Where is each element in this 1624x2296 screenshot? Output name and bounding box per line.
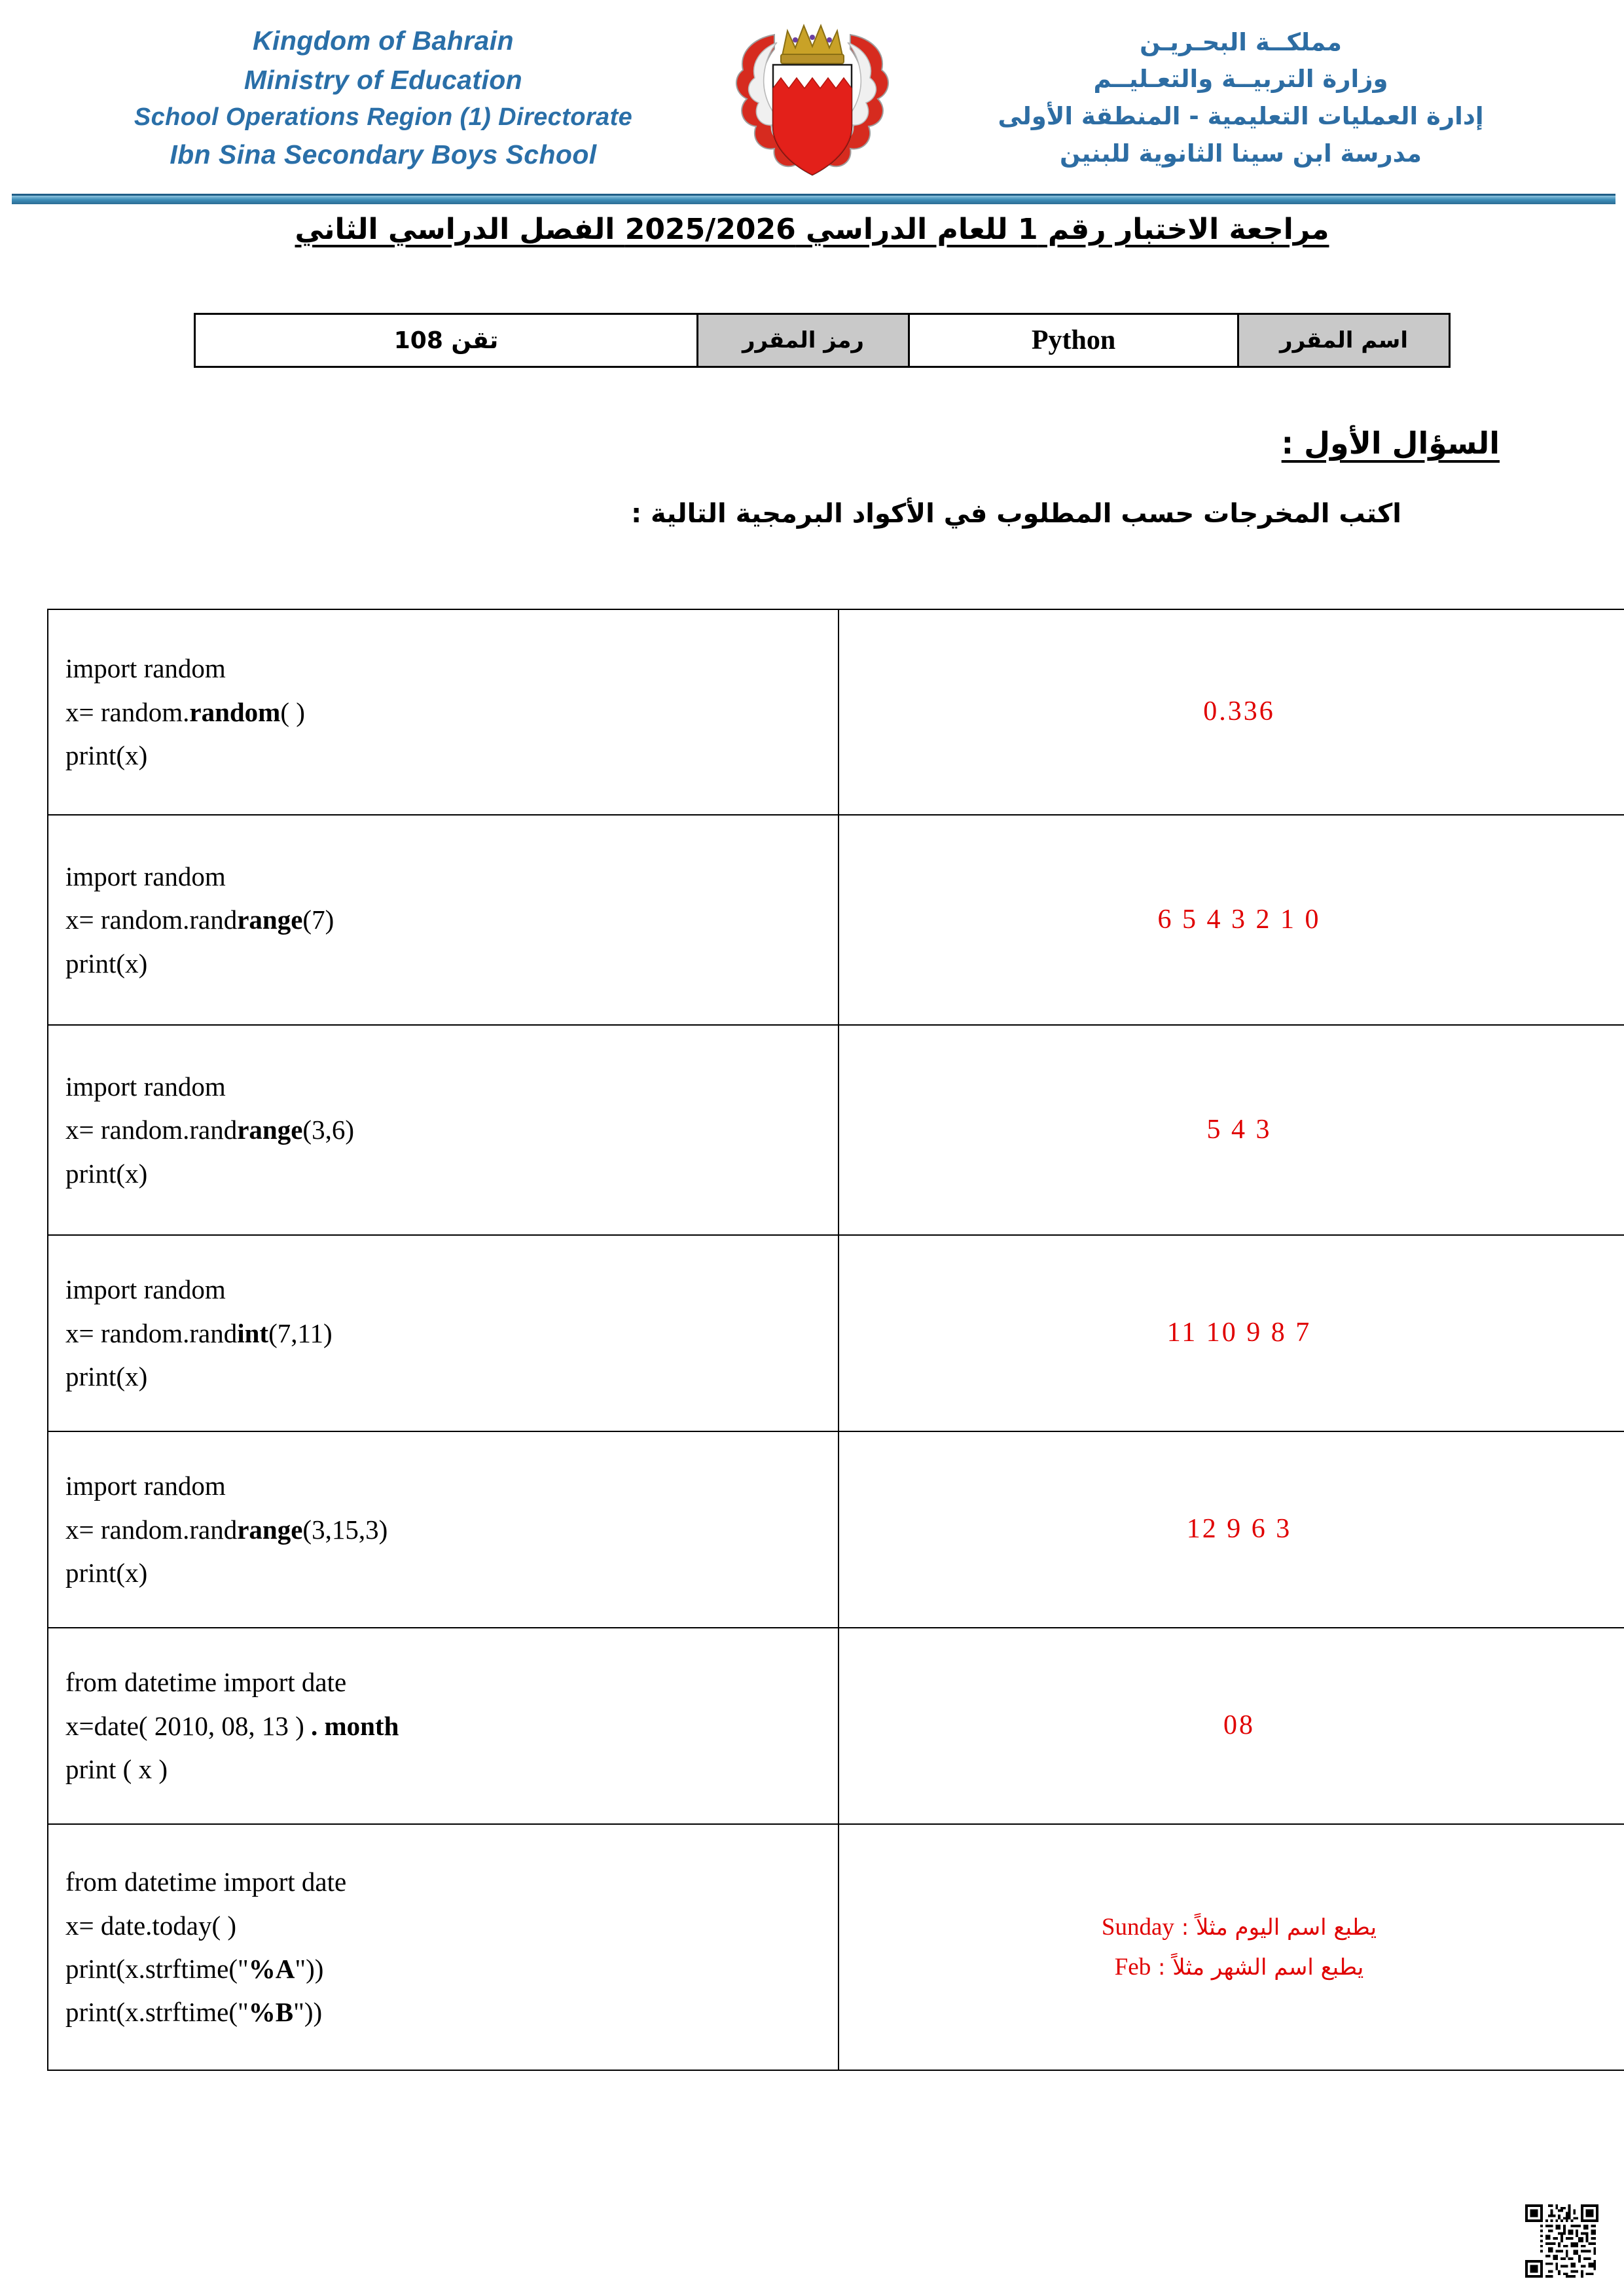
- code-line: x= date.today( ): [65, 1910, 237, 1941]
- code-cell: [48, 1025, 839, 1235]
- output-cell: [839, 1025, 1624, 1235]
- header-divider-rule: [12, 194, 1615, 204]
- document-title: [0, 213, 1624, 246]
- code-line: print(x.strftime("%B")): [65, 1997, 323, 2028]
- course-info-row: [195, 314, 1450, 367]
- output-cell: [839, 609, 1624, 815]
- code-cell: [48, 1824, 839, 2070]
- document-title-text: مراجعة الاختبار رقم 1 للعام الدراسي 2025/2026 الفصل الدراسي الثاني: [295, 213, 1329, 246]
- output-value: 11 10 9 8 7: [1166, 1318, 1312, 1348]
- code-line: x= random.randrange(3,15,3): [65, 1514, 388, 1545]
- question-instruction: اكتب المخرجات حسب المطلوب في الأكواد البرمجية التالية :: [631, 499, 1401, 529]
- code-cell: [48, 1235, 839, 1431]
- output-cell: [839, 1824, 1624, 2070]
- code-line: print(x): [65, 740, 148, 771]
- code-line: x=date( 2010, 08, 13 ) . month: [65, 1710, 399, 1741]
- code-line: print(x): [65, 948, 148, 978]
- bahrain-coat-of-arms-icon: [704, 3, 920, 193]
- table-row: [48, 1235, 1624, 1431]
- code-line: import random: [65, 861, 226, 891]
- code-line: import random: [65, 1274, 226, 1305]
- output-cell: [839, 815, 1624, 1025]
- letterhead-en-line-4: Ibn Sina Secondary Boys School: [170, 139, 597, 170]
- code-line: x= random.randrange(3,6): [65, 1115, 354, 1145]
- letterhead-ar-line-2: وزارة التربيــة والتعـليــم: [1093, 65, 1388, 94]
- code-cell: [48, 815, 839, 1025]
- code-output-table-body: [48, 609, 1624, 2070]
- code-line: print(x.strftime("%A")): [65, 1954, 324, 1984]
- code-line: print(x): [65, 1361, 148, 1392]
- output-cell: [839, 1431, 1624, 1628]
- course-info-table: [194, 313, 1451, 368]
- letterhead-en-line-1: Kingdom of Bahrain: [253, 26, 514, 56]
- table-row: [48, 1431, 1624, 1628]
- output-cell: [839, 1235, 1624, 1431]
- table-row: [48, 815, 1624, 1025]
- letterhead-arabic-block: [920, 29, 1562, 168]
- letterhead-en-line-3: School Operations Region (1) Directorate: [134, 103, 633, 131]
- code-line: x= random.randrange(7): [65, 905, 334, 935]
- table-row: [48, 1025, 1624, 1235]
- letterhead-ar-line-4: مدرسة ابن سينا الثانوية للبنين: [1060, 139, 1422, 168]
- code-line: print(x): [65, 1158, 148, 1189]
- output-example-value: Feb: [1114, 1954, 1151, 1981]
- code-cell: [48, 1628, 839, 1824]
- output-example-value: Sunday: [1101, 1913, 1174, 1941]
- code-line: print(x): [65, 1558, 148, 1588]
- table-row: [48, 1824, 1624, 2070]
- code-line: import random: [65, 1471, 226, 1501]
- letterhead-en-line-2: Ministry of Education: [244, 64, 523, 95]
- course-code-value: تقن 108: [195, 314, 698, 367]
- letterhead: [0, 0, 1624, 196]
- course-name-value: Python: [909, 314, 1238, 367]
- qr-code: [1525, 2204, 1598, 2278]
- code-cell: [48, 609, 839, 815]
- code-line: from datetime import date: [65, 1867, 347, 1897]
- code-line: from datetime import date: [65, 1667, 347, 1698]
- code-line: x= random.random( ): [65, 696, 305, 727]
- code-line: import random: [65, 653, 226, 684]
- output-text-arabic: يطبع اسم اليوم مثلاً : Sunday: [1101, 1913, 1377, 1941]
- letterhead-ar-line-1: مملكــة البحـريـن: [1140, 27, 1342, 56]
- code-cell: [48, 1431, 839, 1628]
- output-value: 08: [1223, 1710, 1255, 1741]
- output-text-arabic: يطبع اسم الشهر مثلاً : Feb: [1114, 1954, 1364, 1981]
- course-code-label: رمز المقرر: [698, 314, 909, 367]
- output-value: 5 4 3: [1206, 1114, 1272, 1145]
- table-row: [48, 609, 1624, 815]
- output-value: 12 9 6 3: [1186, 1514, 1292, 1545]
- code-line: print ( x ): [65, 1754, 168, 1785]
- question-heading: السؤال الأول :: [1281, 425, 1500, 461]
- letterhead-ar-line-3: إدارة العمليات التعليمية - المنطقة الأولى: [998, 102, 1484, 130]
- course-name-label: اسم المقرر: [1238, 314, 1450, 367]
- output-value: 6 5 4 3 2 1 0: [1157, 904, 1321, 935]
- code-line: x= random.randint(7,11): [65, 1318, 333, 1348]
- output-value: 0.336: [1203, 696, 1275, 727]
- output-cell: [839, 1628, 1624, 1824]
- code-output-table: [47, 609, 1624, 2071]
- letterhead-english-block: [63, 27, 704, 169]
- code-line: import random: [65, 1071, 226, 1102]
- table-row: [48, 1628, 1624, 1824]
